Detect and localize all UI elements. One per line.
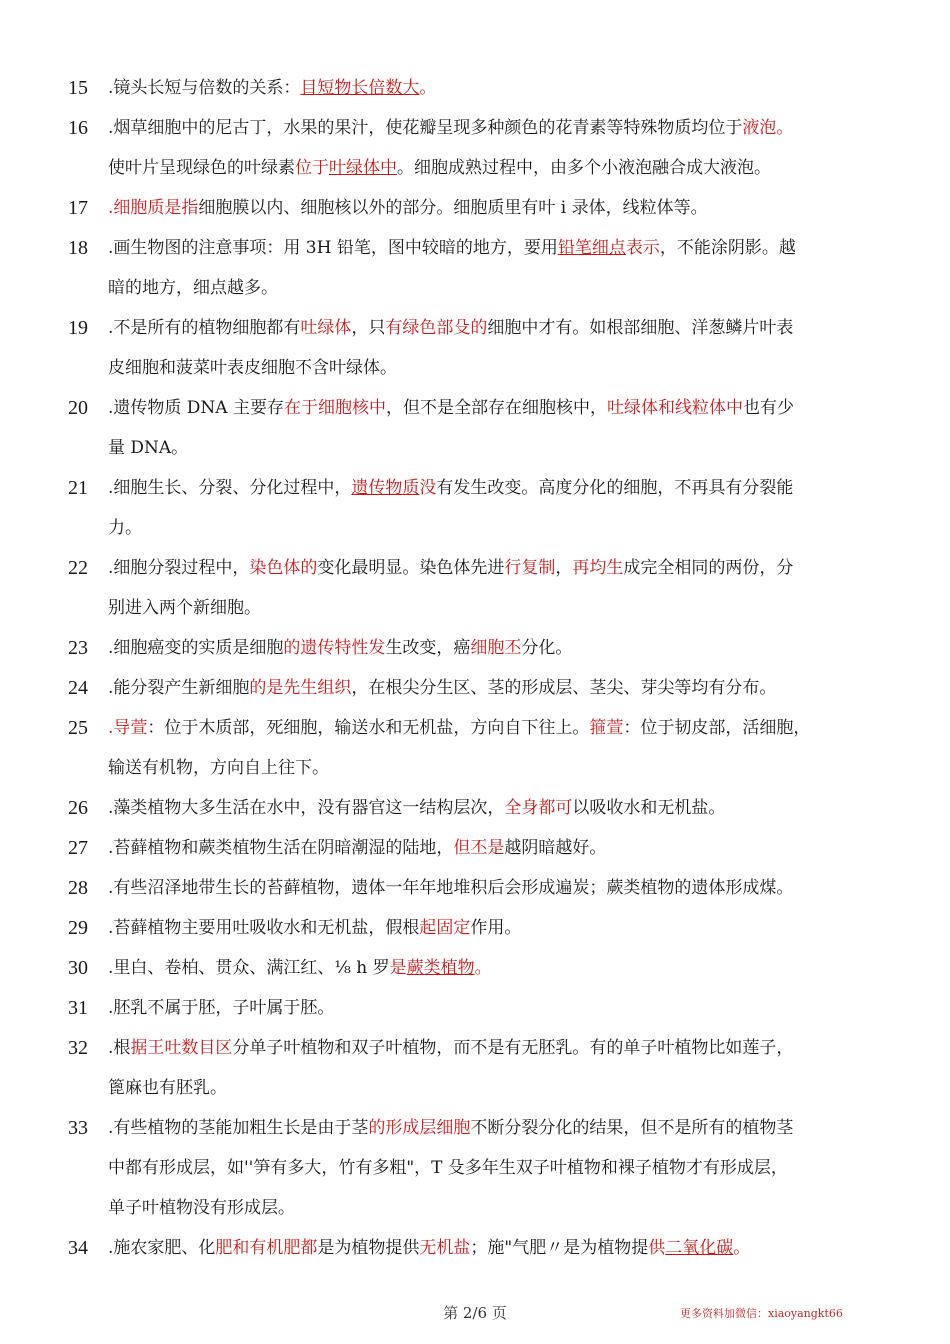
highlighted-text: 液泡。	[742, 118, 794, 138]
text-segment: .苔藓植物和蕨类植物生活在阴暗潮湿的陆地，	[108, 838, 454, 858]
text-segment: 别进入两个新细胞。	[108, 598, 261, 618]
note-line	[108, 828, 898, 868]
text-segment: 细胞膜以内、细胞核以外的部分。细胞质里有叶 i 录体，线粒体等。	[198, 198, 708, 218]
note-number: 28	[68, 877, 88, 899]
highlighted-text: 供	[648, 1238, 666, 1258]
note-line	[108, 668, 898, 708]
text-segment: .画生物图的注意事项：用 3H 铅笔，图中较暗的地方，要用	[108, 238, 558, 258]
text-segment: 量 DNA。	[108, 438, 189, 458]
text-segment: .有些植物的茎能加粗生长是由于茎	[108, 1118, 369, 1138]
text-segment: ，在根尖分生区、茎的形成层、茎尖、芽尖等均有分布。	[351, 678, 777, 698]
note-number: 27	[68, 837, 88, 859]
text-segment: 生改变，癌	[385, 638, 471, 658]
highlighted-text: .细胞质是指	[108, 198, 199, 218]
note-number: 29	[68, 917, 88, 939]
note-number: 19	[68, 317, 88, 339]
note-line	[108, 228, 898, 268]
text-segment: .藻类植物大多生活在水中，没有器官这一结构层次，	[108, 798, 505, 818]
note-line	[108, 1228, 898, 1268]
note-number: 15	[68, 77, 88, 99]
highlighted-text: 有绿色部殳的	[385, 318, 488, 338]
highlighted-text: 。	[419, 78, 437, 98]
note-line	[108, 788, 898, 828]
highlighted-text: 表示	[625, 238, 660, 258]
text-segment: ，	[555, 558, 573, 578]
note-line	[108, 948, 898, 988]
highlighted-text: 铅笔细点	[557, 238, 626, 258]
highlighted-text: 全身都可	[504, 798, 573, 818]
highlighted-text: 在于细胞核中	[284, 398, 386, 418]
text-segment: .能分裂产生新细胞	[108, 678, 250, 698]
highlighted-text: 没	[419, 478, 437, 498]
text-segment: 。细胞成熟过程中，由多个小液泡融合成大液泡。	[397, 158, 771, 178]
text-segment: 不断分裂分化的结果，但不是所有的植物茎	[470, 1118, 794, 1138]
text-segment: .里白、卷柏、贯众、满江红、⅛ h 罗	[108, 958, 390, 978]
highlighted-text: .导萱	[108, 718, 148, 738]
highlighted-text: 的形成层细胞	[368, 1118, 471, 1138]
text-segment: 篦麻也有胚乳。	[108, 1078, 227, 1098]
highlighted-text: 目短物长倍数大	[300, 78, 420, 98]
note-number: 20	[68, 397, 88, 419]
text-segment: 越阴暗越好。	[504, 838, 607, 858]
note-number: 26	[68, 797, 88, 819]
highlighted-text: 行复制	[504, 558, 556, 578]
text-segment: 作用。	[470, 918, 522, 938]
highlighted-text: 是	[389, 958, 407, 978]
text-segment: .烟草细胞中的尼古丁，水果的果汁，使花瓣呈现多种颜色的花青素等特殊物质均位于	[108, 118, 743, 138]
note-line	[108, 988, 898, 1028]
note-number: 25	[68, 717, 88, 739]
highlighted-text: 吐绿体和线粒体中	[607, 398, 743, 418]
highlighted-text: 。	[474, 958, 492, 978]
text-segment: 输送有机物，方向自上往下。	[108, 758, 329, 778]
highlighted-text: 吐绿体	[300, 318, 352, 338]
highlighted-text: 的是先生组织	[249, 678, 352, 698]
text-segment: .细胞分裂过程中，	[108, 558, 250, 578]
text-segment: 也有少	[743, 398, 794, 418]
note-number: 30	[68, 957, 88, 979]
note-line	[108, 748, 898, 788]
text-segment: 使叶片呈现绿色的叶绿素	[108, 158, 295, 178]
note-number: 33	[68, 1117, 88, 1139]
note-line	[108, 188, 898, 228]
text-segment: ，但不是全部存在细胞核中，	[386, 398, 607, 418]
highlighted-text: 但丕是	[453, 838, 505, 858]
text-segment: ：位于木质部，死细胞，输送水和无机盐，方向自下往上。	[147, 718, 590, 738]
text-segment: 以吸收水和无机盐。	[572, 798, 726, 818]
note-line	[108, 508, 898, 548]
note-number: 16	[68, 117, 88, 139]
note-line	[108, 628, 898, 668]
highlighted-text: 蕨类植物	[406, 958, 475, 978]
text-segment: ：位于韧皮部，活细胞，	[623, 718, 811, 738]
text-segment: .细胞癌变的实质是细胞	[108, 638, 284, 658]
text-segment: 分单子叶植物和双子叶植物，而不是有无胚乳。有的单子叶植物比如莲子，	[232, 1038, 794, 1058]
highlighted-text: 。	[733, 1238, 751, 1258]
text-segment: 中都有形成层，如''笋有多大，竹有多粗"，T 殳多年生双子叶植物和裸子植物才有形成层，	[108, 1158, 788, 1178]
note-line	[108, 548, 898, 588]
note-number: 21	[68, 477, 88, 499]
note-line	[108, 588, 898, 628]
note-number: 22	[68, 557, 88, 579]
text-segment: .不是所有的植物细胞都有	[108, 318, 301, 338]
text-segment: ，只	[351, 318, 386, 338]
note-line	[108, 68, 898, 108]
highlighted-text: 无机盐	[419, 1238, 471, 1258]
note-number: 23	[68, 637, 88, 659]
note-line	[108, 908, 898, 948]
text-segment: 暗的地方，细点越多。	[108, 278, 278, 298]
text-segment: 有发生改变。高度分化的细胞，不再具有分裂能	[436, 478, 794, 498]
note-line	[108, 348, 898, 388]
note-line	[108, 1028, 898, 1068]
text-segment: .细胞生长、分裂、分化过程中，	[108, 478, 352, 498]
text-segment: .有些沼泽地带生长的苔藓植物，遗体一年年地堆积后会形成遍炭；蕨类植物的遗体形成煤。	[108, 878, 794, 898]
highlighted-text: 的遗传特性发	[283, 638, 386, 658]
highlighted-text: 据王吐数目区	[130, 1038, 233, 1058]
note-number: 31	[68, 997, 88, 1019]
highlighted-text: 肥和有机肥都	[215, 1238, 318, 1258]
highlighted-text: 遗传物质	[351, 478, 420, 498]
highlighted-text: 位于	[295, 158, 329, 178]
note-number: 34	[68, 1237, 88, 1259]
text-segment: ，不能涂阴影。越	[659, 238, 796, 258]
text-segment: 变化最明显。染色体先进	[317, 558, 505, 578]
text-segment: .根	[108, 1038, 131, 1058]
note-number: 18	[68, 237, 88, 259]
note-number: 17	[68, 197, 88, 219]
text-segment: 单子叶植物没有形成层。	[108, 1198, 295, 1218]
text-segment: .苔藓植物主要用吐吸收水和无机盐，假根	[108, 918, 420, 938]
note-number: 32	[68, 1037, 88, 1059]
highlighted-text: 叶绿体中	[329, 158, 397, 178]
note-line	[108, 468, 898, 508]
highlighted-text: 箍萱	[589, 718, 624, 738]
page-number: 第 2/6 页	[443, 1304, 507, 1322]
text-segment: 细胞中才有。如根部细胞、洋葱鳞片叶表	[487, 318, 794, 338]
note-line	[108, 1108, 898, 1148]
note-line	[108, 1148, 898, 1188]
highlighted-text: 二氧化碳	[665, 1238, 734, 1258]
text-segment: 力。	[108, 518, 142, 538]
note-line	[108, 428, 898, 468]
highlighted-text: 起固定	[419, 918, 471, 938]
text-segment: 成完全相同的两份，分	[623, 558, 794, 578]
note-line	[108, 148, 898, 188]
text-segment: 皮细胞和菠菜叶表皮细胞不含叶绿体。	[108, 358, 397, 378]
text-segment: .施农家肥、化	[108, 1238, 216, 1258]
text-segment: 是为植物提供	[317, 1238, 420, 1258]
note-line	[108, 108, 898, 148]
note-line	[108, 1068, 898, 1108]
text-segment: 分化。	[521, 638, 573, 658]
note-line	[108, 388, 898, 428]
note-number: 24	[68, 677, 88, 699]
highlighted-text: 细胞丕	[470, 638, 522, 658]
note-line	[108, 268, 898, 308]
note-line	[108, 868, 898, 908]
note-line	[108, 308, 898, 348]
highlighted-text: 染色体的	[249, 558, 318, 578]
text-segment: .遗传物质 DNA 主要存	[108, 398, 284, 418]
text-segment: ；施"气肥〃是为植物提	[470, 1238, 649, 1258]
note-line	[108, 708, 898, 748]
text-segment: .胚乳不属于胚，子叶属于胚。	[108, 998, 335, 1018]
text-segment: .镜头长短与倍数的关系：	[108, 78, 301, 98]
footer-contact-note: 更多资料加微信：xiaoyangkt66	[680, 1307, 843, 1320]
highlighted-text: 再均生	[572, 558, 624, 578]
note-line	[108, 1188, 898, 1228]
